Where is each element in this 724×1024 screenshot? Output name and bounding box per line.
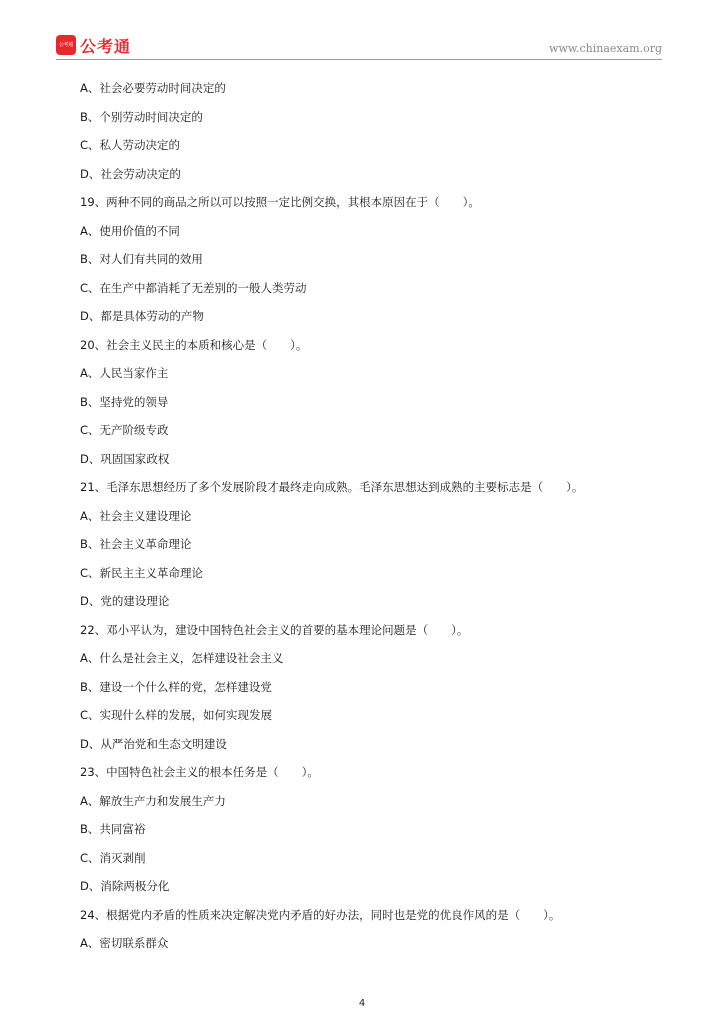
- option-line: D、从严治党和生态文明建设: [80, 736, 227, 751]
- page-header: [56, 34, 662, 60]
- question-list: [80, 78, 660, 962]
- option-line: A、解放生产力和发展生产力: [80, 793, 226, 808]
- option-line: C、无产阶级专政: [80, 423, 169, 437]
- option-line: A、使用价值的不同: [80, 223, 180, 238]
- option-line: C、私人劳动决定的: [80, 138, 181, 152]
- option-line: A、人民当家作主: [80, 366, 169, 380]
- option-line: A、社会必要劳动时间决定的: [80, 81, 226, 95]
- question-line: 20、社会主义民主的本质和核心是（ ）。: [80, 337, 308, 352]
- option-line: D、都是具体劳动的产物: [80, 309, 204, 323]
- header-divider: [56, 59, 662, 60]
- option-line: C、实现什么样的发展，如何实现发展: [80, 708, 273, 722]
- option-line: D、巩固国家政权: [80, 451, 170, 466]
- logo-text: 公考通: [80, 36, 132, 56]
- option-line: D、党的建设理论: [80, 594, 170, 608]
- logo[interactable]: [56, 34, 131, 56]
- option-line: C、消灭剥削: [80, 850, 146, 865]
- site-url[interactable]: www.chinaexam.org: [549, 42, 662, 55]
- option-line: B、对人们有共同的效用: [80, 252, 203, 266]
- question-line: 23、中国特色社会主义的根本任务是（ ）。: [80, 765, 319, 779]
- question-line: 19、两种不同的商品之所以可以按照一定比例交换，其根本原因在于（ ）。: [80, 195, 480, 209]
- option-line: C、在生产中都消耗了无差别的一般人类劳动: [80, 280, 307, 295]
- logo-badge-icon: 公考通: [56, 35, 76, 55]
- option-line: A、社会主义建设理论: [80, 508, 192, 523]
- option-line: B、建设一个什么样的党，怎样建设党: [80, 679, 272, 694]
- option-line: A、什么是社会主义，怎样建设社会主义: [80, 651, 284, 665]
- option-line: A、密切联系群众: [80, 936, 169, 950]
- option-line: B、坚持党的领导: [80, 394, 169, 409]
- page-number: 4: [358, 998, 366, 1009]
- option-line: D、消除两极分化: [80, 879, 170, 893]
- question-line: 22、邓小平认为，建设中国特色社会主义的首要的基本理论问题是（ ）。: [80, 622, 469, 637]
- question-line: 24、根据党内矛盾的性质来决定解决党内矛盾的好办法，同时也是党的优良作风的是（ ）。: [80, 907, 561, 922]
- option-line: B、共同富裕: [80, 822, 146, 836]
- option-line: B、社会主义革命理论: [80, 537, 192, 551]
- option-line: B、个别劳动时间决定的: [80, 109, 203, 124]
- question-line: 21、毛泽东思想经历了多个发展阶段才最终走向成熟。毛泽东思想达到成熟的主要标志是（ ）。: [80, 480, 584, 494]
- option-line: C、新民主主义革命理论: [80, 565, 204, 580]
- option-line: D、社会劳动决定的: [80, 166, 181, 181]
